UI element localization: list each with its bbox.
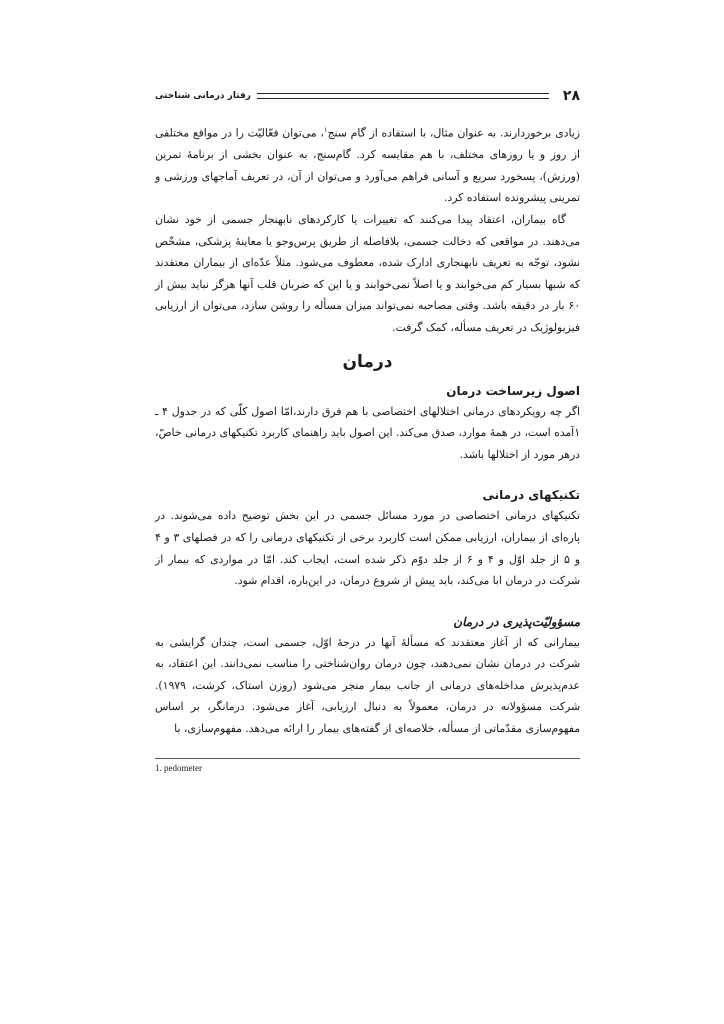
page-number: ۲۸	[562, 88, 580, 104]
running-title: رفتار درمانی شناختی	[155, 91, 251, 101]
section-text-techniques: تکنیکهای درمانی اختصاصی در مورد مسائل جسمی در این بخش توضیح داده می‌شوند. در پاره‌ای از بیماران، ارزیابی ممکن است کاربرد برخی از تکنیکهای درمانی را که در فصلهای ۳ و ۴ و ۵ از جلد اوّل و ۴ و ۶ از جلد دوّم ذکر شده است، ایجاب کند. امّا در مواردی که بیمار از شرکت در درمان ابا می‌کند، باید پیش از شروع درمان، در این‌باره، اقدام شود.	[155, 509, 581, 588]
section-heading-principles: اصول زیرساخت درمان	[446, 383, 580, 398]
book-page	[155, 86, 580, 773]
paragraph-intro-text: زیادی برخوردارند. به عنوان مثال، با استفاده از گام سنج	[327, 126, 580, 140]
section-text-engagement: بیمارانی که از آغاز معتقدند که مسألهٔ آنها در درجهٔ اوّل، جسمی است، چندان گرایشی به شرکت در درمان نشان نمی‌دهند، چون درمان روان‌شناختی را مناسب نمی‌دانند. این اعتقاد، به عدم‌پذیرش مداخله‌های درمانی از جانب بیمار منجر می‌شود (روزن استاک، کرشت، ۱۹۷۹). شرکت مسؤولانه در درمان، معمولاً به دنبال ارزیابی، آغاز می‌شود. درمانگر، بر اساس مفهوم‌سازی مقدّماتی از مسأله، خلاصه‌ای از گفته‌های بیمار را ارائه می‌دهد. مفهوم‌سازی، با	[155, 635, 580, 736]
spacer	[155, 465, 580, 485]
spacer	[155, 592, 580, 612]
section-text-principles: اگر چه رویکردهای درمانی اختلالهای اختصاصی با هم فرق دارند،امّا اصول کلّی که در جدول ۴ ـ ۱آمده است، در همهٔ موارد، صدق می‌کند. این اصول باید راهنمای کاربرد تکنیکهای درمانی خاصّ، درهر مورد از اختلالها باشد.	[155, 404, 580, 461]
footnote: 1. pedometer	[155, 762, 202, 773]
paragraph-intro	[155, 120, 580, 209]
section-heading-techniques: تکنیکهای درمانی	[482, 488, 580, 503]
paragraph-abnormality: گاه بیماران، اعتقاد پیدا می‌کنند که تغییرات یا کارکردهای نابهنجار جسمی از خود نشان می‌دهند. در مواقعی که دخالت جسمی، بلافاصله از طریق پرس‌وجو یا معاینهٔ پزشکی، مشخّص نشود، توجّه به تعریف نابهنجاری ادارک شده، معطوف می‌شود. مثلاً عدّه‌ای از بیماران معتقدند که شبها بسیار کم می‌خوابند و یا اصلاً نمی‌خوابند و یا این که ضربان قلب آنها هرگز نباید بیش از ۶۰ بار در دقیقه باشد. وقتی مصاحبه نمی‌تواند میزان مسأله را روشن سازد، می‌توان از ارزیابی فیزیولوژیک در تعریف مسأله، کمک گرفت.	[155, 212, 580, 334]
section-heading-engagement: مسؤولیّت‌پذیری در درمان	[453, 614, 580, 629]
footnote-rule	[155, 758, 580, 759]
running-head	[155, 86, 580, 106]
footnote-marker: ۱	[323, 126, 328, 134]
chapter-title: درمان	[342, 351, 393, 372]
header-rule	[257, 93, 549, 99]
paragraph-intro-rest: ، می‌توان فعّالیّت را در مواقع مختلفی از روز و یا روزهای مختلف، با هم مقایسه کرد. گام‌سنج، به عنوان بخشی از برنامهٔ تمرین (ورزش)، پسخورد سریع و آسانی فراهم می‌آورد و می‌توان از آن، در تعریف آماجهای ورزشی و تمرینی پیشرونده استفاده کرد.	[155, 126, 580, 205]
